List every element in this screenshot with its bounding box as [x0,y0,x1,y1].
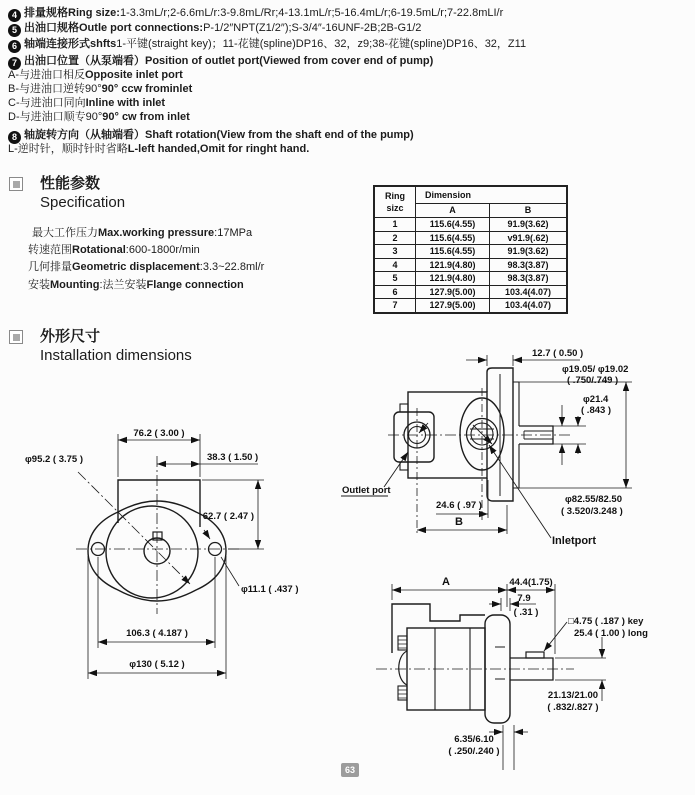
note-rest: 1-3.3mL/r;2-6.6mL/r:3-9.8mL/Rr;4-13.1mL/r;5-16.4mL/r;6-19.5mL/r;7-22.8mLI/r [119,7,504,19]
cell-ring: 3 [374,245,416,259]
section-marker-icon [9,330,23,344]
spec-title-en: Specification [40,194,126,211]
note-outlet-connections [8,19,421,37]
option-bold: 90° ccw frominlet [101,83,193,95]
spec-en: Mounting [50,279,100,291]
shaft-rotation-l [8,140,309,156]
spec-val2: Flange connection [146,279,244,291]
rear-bulge [399,651,407,685]
note-rest: P-1/2″NPT(Z1/2″);S-3/4″-16UNF-2B;2B-G1/2 [203,22,422,34]
spec-en: Geometric displacement [72,261,200,273]
install-title-zh: 外形尺寸 [40,328,101,345]
cell-b: 103.4(4.07) [490,285,568,299]
spec-zh: 几何排量 [28,261,72,273]
dim-port-height: 62.7 ( 2.47 ) [202,511,254,522]
cell-a: 121.9(4.80) [416,272,490,286]
cell-ring: 6 [374,285,416,299]
shaft-key [526,652,544,658]
spec-val: :法兰安装 [99,279,147,291]
dim-step: 12.7 ( 0.50 ) [532,348,584,359]
option-plain: B-与进油口逆转90° [8,83,102,95]
dim-shaft-dia-b: φ21.4 [583,394,609,405]
dim-flange-dia: φ130 ( 5.12 ) [129,659,185,670]
table-row [374,272,567,286]
circled-7-icon: 7 [8,57,21,70]
dim-pilot: φ82.55/82.50 [565,494,622,505]
inlet-port-label: Inletport [552,535,596,547]
outlet-port-label: Outlet port [342,485,391,496]
dim-port-depth: 24.6 ( .97 ) [436,500,482,511]
front-view-drawing [18,420,350,720]
header-text: Ring [385,190,405,201]
side-view-drawing [340,330,695,560]
spec-zh: 最大工作压力 [32,227,98,239]
spec-mounting [28,276,244,292]
cell-b: v91.9(.62) [490,231,568,245]
cell-a: 115.6(4.55) [416,218,490,232]
note-lead: 出油口规格Outle port connections: [24,22,204,34]
option-plain: C-与进油口同向 [8,97,86,109]
dim-bolt-span: 106.3 ( 4.187 ) [126,628,188,639]
dim-overall: 44.4(1.75) [509,577,553,588]
outlet-position-d [8,108,190,124]
spec-rotational [28,241,200,257]
cell-a: 121.9(4.80) [416,258,490,272]
option-bold: L-left handed,Omit for ringht hand. [127,143,310,155]
dim-shaft-dia-a2: ( .750/.749 ) [567,375,619,386]
dim-shaft-dia-a: φ19.05/ φ19.02 [562,364,629,375]
spec-displacement [28,258,264,274]
circled-6-icon: 6 [8,40,21,53]
spec-max-pressure [32,224,252,240]
table-row [374,218,567,232]
col-ring-header [374,186,416,218]
body-circle [106,506,198,598]
dim-a-label: A [442,576,450,588]
note-lead: 排量规格Ring size: [24,7,120,19]
option-plain: D-与进油口顺专90° [8,111,103,123]
table-row [374,245,567,259]
spec-val: :3.3~22.8ml/r [199,261,265,273]
note-shaft-type [8,35,526,53]
cell-b: 91.9(3.62) [490,218,568,232]
col-dimension-header: Dimension [416,186,568,204]
dim-top-width: 76.2 ( 3.00 ) [133,428,185,439]
spec-zh: 转速范围 [28,244,72,256]
circled-5-icon: 5 [8,24,21,37]
port-block-outline [118,480,200,527]
table-row [374,258,567,272]
length-view-drawing [340,558,695,795]
circled-4-icon: 4 [8,9,21,22]
spec-en: Max.working pressure [98,227,215,239]
table-row [374,231,567,245]
option-bold: 90° cw from inlet [102,111,190,123]
bolt-circle-diagonal [78,472,190,584]
spec-val: :17MPa [214,227,253,239]
spec-val: :600-1800r/min [125,244,200,256]
dim-pilot-dia: φ95.2 ( 3.75 ) [25,454,84,465]
dim-gap: 6.35/6.10 [454,734,494,745]
note-lead: 出油口位置（从泵端看）Position of outlet port(Viewed from cover end of pump) [24,55,434,67]
cell-a: 127.9(5.00) [416,285,490,299]
col-b-header: B [490,204,568,218]
outlet-cover [394,412,434,462]
spec-title-zh: 性能参数 [40,175,101,192]
option-plain: A-与进油口相反 [8,69,85,81]
cell-b: 98.3(3.87) [490,272,568,286]
option-bold: Inline with inlet [85,97,166,109]
spec-zh: 安装 [28,279,50,291]
dim-step: 7.9 [517,593,531,604]
dim-key-spec: □4.75 ( .187 ) key [568,616,644,627]
table-row [374,285,567,299]
dim-b-label: B [455,516,463,528]
header-text: sizc [386,203,404,213]
cell-b: 98.3(3.87) [490,258,568,272]
circled-8-icon: 8 [8,131,21,144]
dim-bolt-hole: φ11.1 ( .437 ) [241,584,299,595]
spec-en: Rotational [72,244,126,256]
dim-gap2: ( .250/.240 ) [448,746,500,757]
note-lead: 轴旋转方向（从轴端看）Shaft rotation(View from the shaft end of the pump) [24,129,414,141]
dim-key-len: 25.4 ( 1.00 ) long [574,628,648,639]
cell-a: 115.6(4.55) [416,231,490,245]
cell-a: 127.9(5.00) [416,299,490,313]
cell-ring: 4 [374,258,416,272]
col-a-header: A [416,204,490,218]
option-bold: Opposite inlet port [85,69,183,81]
note-rest: 1-平键(straight key)；11-花键(spline)DP16、32，z9;38-花键(spline)DP16、32，Z11 [116,38,527,50]
cell-b: 91.9(3.62) [490,245,568,259]
cell-ring: 1 [374,218,416,232]
dim-step2: ( .31 ) [513,607,539,618]
cell-ring: 2 [374,231,416,245]
page-number-badge: 63 [341,763,359,777]
cell-a: 115.6(4.55) [416,245,490,259]
dim-port-offset: 38.3 ( 1.50 ) [207,452,259,463]
dim-shaft-dia2: ( .832/.827 ) [547,702,599,713]
dim-shaft-dia-b2: ( .843 ) [581,405,612,416]
ring-dimension-table [373,185,568,314]
install-title-en: Installation dimensions [40,347,192,364]
cell-ring: 7 [374,299,416,313]
dim-pilot2: ( 3.520/3.248 ) [561,506,623,517]
table-row [374,299,567,313]
cell-b: 103.4(4.07) [490,299,568,313]
note-lead: 轴端连接形式shfts [24,38,117,50]
cell-ring: 5 [374,272,416,286]
dim-shaft-dia: 21.13/21.00 [547,690,599,701]
section-marker-icon [9,177,23,191]
option-plain: L-逆时针，顺时针时省略 [8,143,128,155]
